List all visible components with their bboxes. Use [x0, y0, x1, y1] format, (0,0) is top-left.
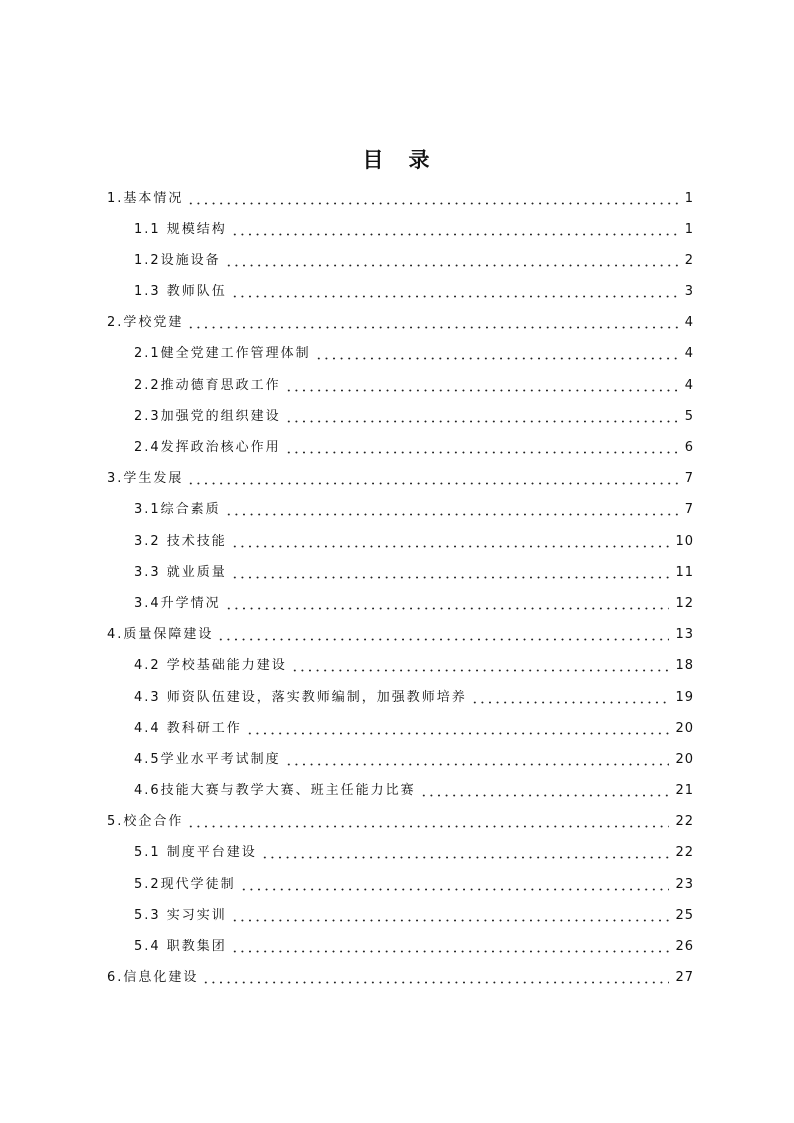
toc-entry-label: 3.2 技术技能: [134, 533, 227, 549]
dot-leader: [187, 468, 678, 489]
toc-entry-page: 22: [675, 814, 694, 830]
toc-entry-page: 12: [675, 595, 694, 611]
dot-leader: [246, 718, 670, 739]
toc-entry-page: 22: [675, 845, 694, 861]
toc-entry-page: 18: [675, 658, 694, 674]
toc-entry-1-2[interactable]: [0, 250, 794, 281]
toc-entry-6[interactable]: [0, 967, 794, 998]
toc-entry-page: 2: [684, 252, 694, 268]
toc-entry-4-3[interactable]: [0, 687, 794, 718]
dot-leader: [231, 905, 670, 926]
dot-leader: [261, 842, 670, 863]
dot-leader: [202, 967, 669, 988]
toc-entry-4-5[interactable]: [0, 749, 794, 780]
dot-leader: [231, 219, 679, 240]
toc-entry-3[interactable]: [0, 468, 794, 499]
toc-entry-2[interactable]: [0, 312, 794, 343]
toc-entry-page: 25: [675, 907, 694, 923]
toc-title: 目 录: [362, 148, 432, 172]
toc-entry-4-6[interactable]: [0, 780, 794, 811]
toc-entry-label: 2.1健全党建工作管理体制: [134, 346, 311, 362]
dot-leader: [231, 936, 670, 957]
toc-entry-2-1[interactable]: [0, 343, 794, 374]
toc-entry-label: 2.3加强党的组织建设: [134, 408, 281, 424]
toc-entry-label: 3.学生发展: [107, 471, 184, 487]
toc-entry-page: 10: [675, 533, 694, 549]
dot-leader: [315, 343, 679, 364]
toc-entry-label: 4.6技能大赛与教学大赛、班主任能力比赛: [134, 783, 416, 799]
toc-entry-1-3[interactable]: [0, 281, 794, 312]
toc-entry-label: 1.基本情况: [107, 190, 184, 206]
dot-leader: [225, 593, 670, 614]
dot-leader: [225, 250, 679, 271]
toc-entry-5-4[interactable]: [0, 936, 794, 967]
toc-entry-label: 4.5学业水平考试制度: [134, 751, 281, 767]
dot-leader: [231, 281, 679, 302]
toc-entry-page: 20: [675, 751, 694, 767]
dot-leader: [225, 499, 679, 520]
dot-leader: [471, 687, 670, 708]
toc-entry-5-2[interactable]: [0, 874, 794, 905]
toc-entry-label: 4.2 学校基础能力建设: [134, 658, 287, 674]
toc-entry-label: 5.4 职教集团: [134, 939, 227, 954]
toc-entry-3-1[interactable]: [0, 499, 794, 530]
toc-entry-label: 4.3 师资队伍建设，落实教师编制，加强教师培养: [134, 689, 467, 705]
toc-list: [0, 188, 794, 999]
toc-entry-page: 4: [684, 377, 694, 393]
toc-entry-page: 5: [684, 408, 694, 424]
toc-entry-label: 4.质量保障建设: [107, 627, 214, 643]
toc-entry-label: 1.3 教师队伍: [134, 284, 227, 300]
dot-leader: [285, 406, 679, 427]
dot-leader: [187, 312, 678, 333]
toc-entry-2-2[interactable]: [0, 375, 794, 406]
toc-entry-page: 7: [684, 471, 694, 487]
dot-leader: [285, 375, 679, 396]
toc-entry-label: 5.3 实习实训: [134, 907, 227, 923]
toc-entry-page: 7: [684, 502, 694, 518]
dot-leader: [240, 874, 670, 895]
toc-entry-2-4[interactable]: [0, 437, 794, 468]
toc-entry-page: 3: [684, 284, 694, 300]
toc-entry-label: 2.2推动德育思政工作: [134, 377, 281, 393]
toc-entry-page: 13: [675, 627, 694, 643]
toc-entry-5-3[interactable]: [0, 905, 794, 936]
toc-entry-page: 20: [675, 720, 694, 736]
toc-entry-2-3[interactable]: [0, 406, 794, 437]
dot-leader: [231, 531, 670, 552]
toc-entry-page: 11: [675, 564, 694, 580]
toc-entry-page: 26: [675, 939, 694, 954]
toc-entry-label: 5.2现代学徒制: [134, 876, 236, 892]
toc-entry-page: 4: [684, 346, 694, 362]
toc-entry-1[interactable]: [0, 188, 794, 219]
toc-entry-page: 21: [675, 783, 694, 799]
dot-leader: [285, 437, 679, 458]
toc-entry-5-1[interactable]: [0, 842, 794, 873]
toc-entry-page: 23: [675, 876, 694, 892]
toc-entry-label: 2.4发挥政治核心作用: [134, 440, 281, 455]
toc-entry-label: 6.信息化建设: [107, 970, 199, 986]
toc-entry-4[interactable]: [0, 624, 794, 655]
toc-entry-3-4[interactable]: [0, 593, 794, 624]
dot-leader: [285, 749, 670, 770]
toc-entry-label: 3.3 就业质量: [134, 564, 227, 580]
toc-entry-label: 4.4 教科研工作: [134, 720, 242, 736]
dot-leader: [420, 780, 670, 801]
toc-entry-page: 19: [675, 689, 694, 705]
toc-entry-4-2[interactable]: [0, 655, 794, 686]
toc-entry-3-2[interactable]: [0, 531, 794, 562]
toc-entry-label: 5.1 制度平台建设: [134, 845, 257, 861]
toc-entry-4-4[interactable]: [0, 718, 794, 749]
dot-leader: [291, 655, 670, 676]
toc-entry-3-3[interactable]: [0, 562, 794, 593]
toc-entry-page: 4: [684, 315, 694, 331]
toc-entry-5[interactable]: [0, 811, 794, 842]
dot-leader: [217, 624, 669, 645]
toc-entry-page: 1: [684, 190, 694, 206]
toc-entry-label: 5.校企合作: [107, 814, 184, 830]
toc-entry-label: 3.4升学情况: [134, 595, 221, 611]
dot-leader: [231, 562, 670, 583]
toc-entry-label: 3.1综合素质: [134, 502, 221, 518]
toc-entry-1-1[interactable]: [0, 219, 794, 250]
toc-entry-page: 1: [684, 221, 694, 237]
toc-entry-label: 1.1 规模结构: [134, 221, 227, 237]
toc-entry-label: 1.2设施设备: [134, 252, 221, 268]
dot-leader: [187, 811, 669, 832]
dot-leader: [187, 188, 678, 209]
toc-entry-page: 27: [675, 970, 694, 986]
toc-entry-label: 2.学校党建: [107, 315, 184, 331]
toc-entry-page: 6: [684, 440, 694, 455]
